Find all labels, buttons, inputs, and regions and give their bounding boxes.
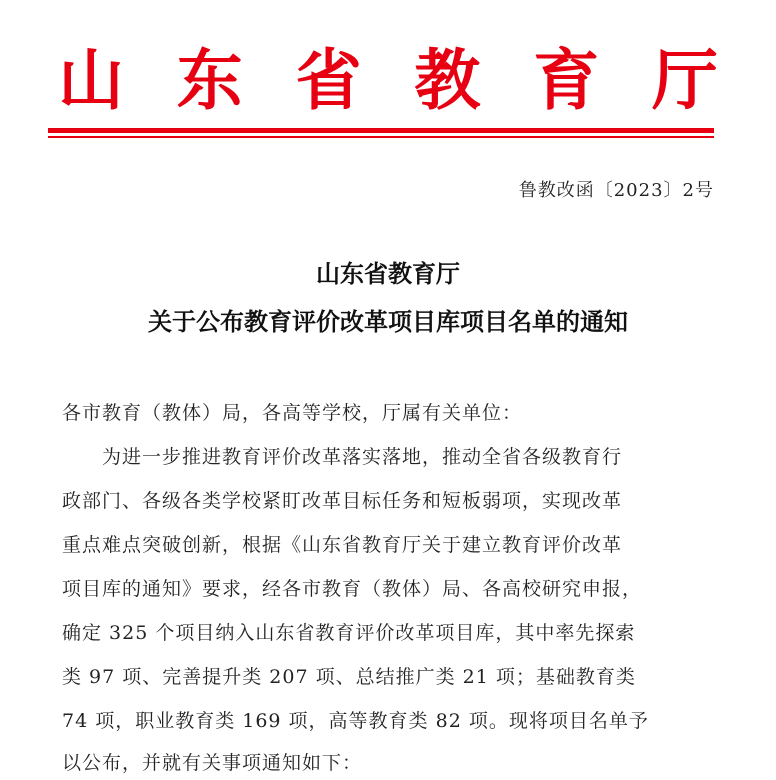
paragraph-line: 74 项，职业教育类 169 项，高等教育类 82 项。现将项目名单予 [62, 710, 649, 732]
paragraph-line: 项目库的通知》要求，经各市教育（教体）局、各高校研究申报， [62, 578, 643, 600]
salutation: 各市教育（教体）局，各高等学校，厅属有关单位： [62, 402, 523, 424]
paragraph-line: 类 97 项、完善提升类 207 项、总结推广类 21 项；基础教育类 [62, 666, 636, 688]
paragraph-line: 确定 325 个项目纳入山东省教育评价改革项目库，其中率先探索 [62, 622, 636, 644]
paragraph-line: 政部门、各级各类学校紧盯改革目标任务和短板弱项，实现改革 [62, 490, 623, 512]
notice-title-line1: 山东省教育厅 [316, 259, 460, 288]
agency-char: 厅 [651, 41, 718, 119]
paragraph-line: 为进一步推进教育评价改革落实落地，推动全省各级教育行 [62, 446, 623, 468]
notice-title-line2: 关于公布教育评价改革项目库项目名单的通知 [148, 307, 628, 336]
agency-char: 省 [295, 41, 362, 119]
agency-char: 山 [58, 41, 124, 119]
paragraph-line: 以公布，并就有关事项通知如下： [62, 752, 363, 774]
agency-char: 东 [176, 41, 243, 119]
agency-char: 教 [414, 41, 481, 119]
header-divider-thin [48, 136, 714, 138]
document-number: 鲁教改函〔2023〕2号 [518, 180, 714, 201]
issuing-agency-header [58, 40, 718, 120]
paragraph-line: 重点难点突破创新，根据《山东省教育厅关于建立教育评价改革 [62, 534, 623, 556]
agency-char: 育 [533, 41, 600, 119]
header-divider-thick [48, 128, 714, 133]
